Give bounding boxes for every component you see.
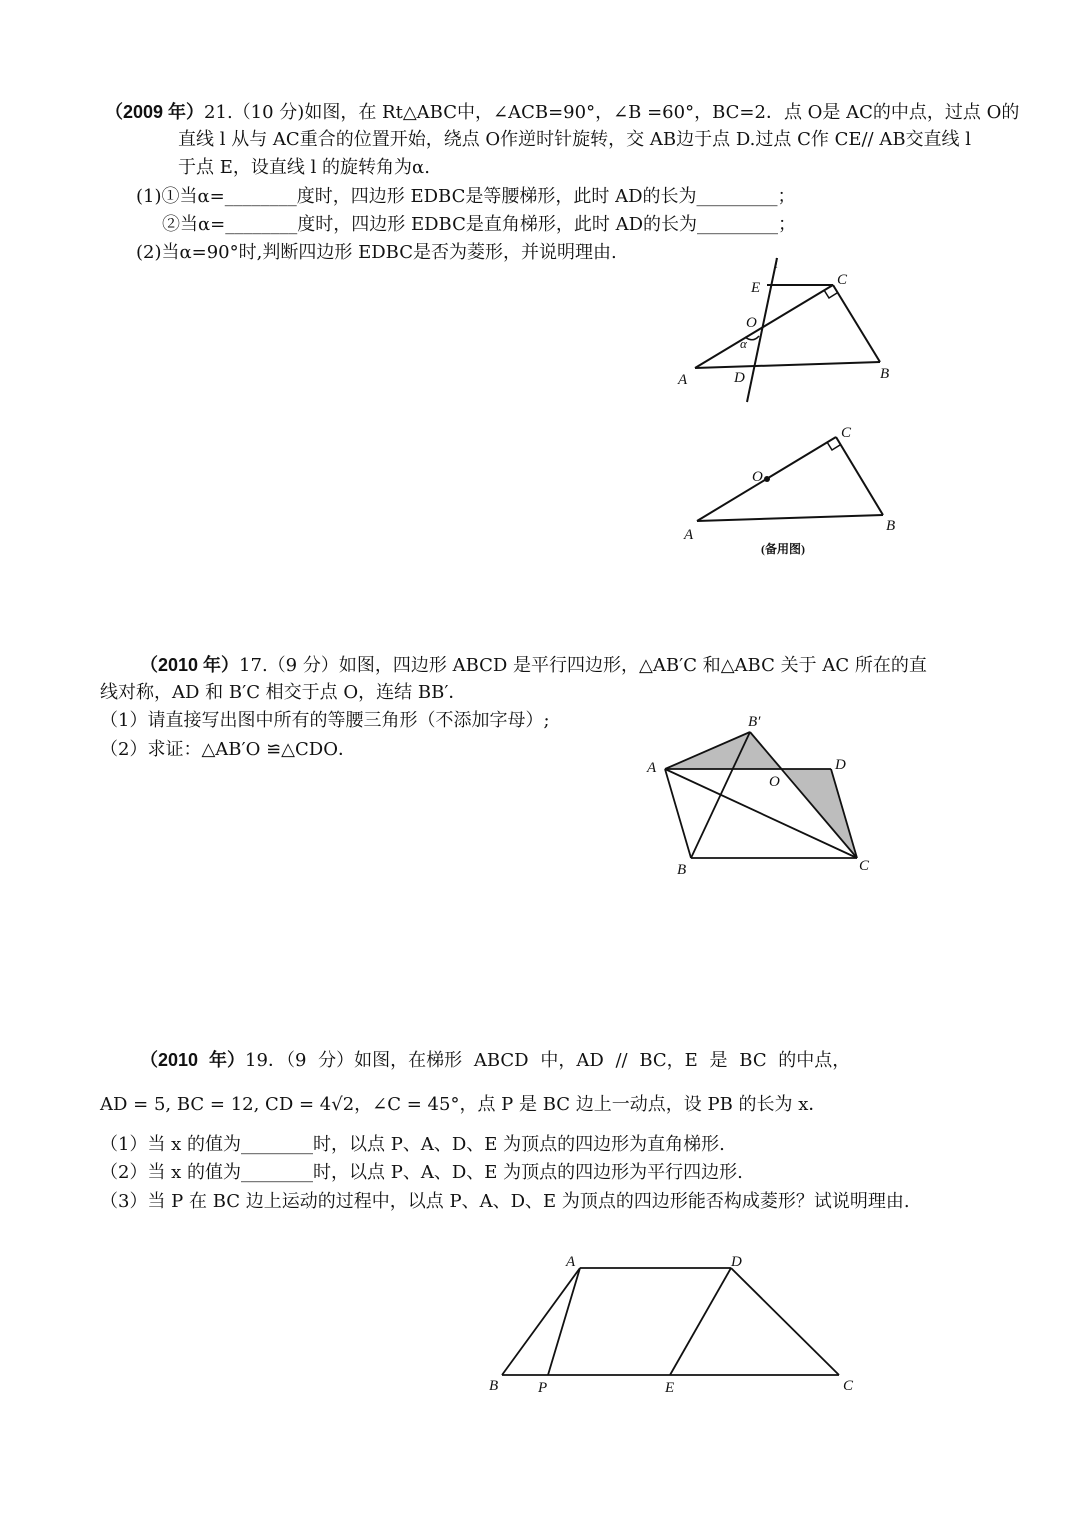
label-O: O xyxy=(746,315,757,331)
problem2-question1: （1）请直接写出图中所有的等腰三角形（不添加字母）; xyxy=(100,710,550,731)
label-D: D xyxy=(731,1254,742,1270)
label-C: C xyxy=(843,1378,854,1394)
problem3-question2: （2）当 x 的值为________时，以点 P、A、D、E 为顶点的四边形为平行四边形. xyxy=(100,1162,743,1183)
label-B: B xyxy=(880,366,890,382)
caption-backup: (备用图) xyxy=(761,542,805,556)
problem3-text1: 19．（9 分）如图，在梯形 ABCD 中，AD // BC，E 是 BC 的中点， xyxy=(245,1050,851,1071)
problem1-question1a: (1)①当α=________度时，四边形 EDBC是等腰梯形，此时 AD的长为_________； xyxy=(136,186,796,207)
label-D: D xyxy=(835,757,846,773)
label-A: A xyxy=(647,760,657,776)
problem2-line2: 线对称，AD 和 B′C 相交于点 O，连结 BB′． xyxy=(100,682,467,703)
segment-DE xyxy=(670,1268,731,1375)
segment-AP xyxy=(548,1268,580,1375)
label-A: A xyxy=(678,372,688,388)
label-A: A xyxy=(566,1254,576,1270)
label-B: B xyxy=(886,518,896,534)
problem2-text1: 17.（9 分）如图，四边形 ABCD 是平行四边形，△AB′C 和△ABC 关于 AC 所在的直 xyxy=(239,655,927,676)
problem1-line2: 直线 l 从与 AC重合的位置开始，绕点 O作逆时针旋转，交 AB边于点 D.过点 C作 CE// AB交直线 l xyxy=(178,129,972,150)
segment-DC xyxy=(731,1268,839,1375)
label-Bp: B′ xyxy=(748,714,761,730)
problem3-line2: AD = 5, BC = 12, CD = 4√2，∠C = 45°，点 P 是 BC 边上一动点，设 PB 的长为 x． xyxy=(100,1094,827,1115)
problem1-text1: 21.（10 分)如图，在 Rt△ABC中，∠ACB=90°，∠B =60°，BC=2．点 O是 AC的中点，过点 O的 xyxy=(204,102,1020,123)
problem1-question2: (2)当α=90°时,判断四边形 EDBC是否为菱形，并说明理由. xyxy=(136,242,617,263)
problem3-question3: （3）当 P 在 BC 边上运动的过程中，以点 P、A、D、E 为顶点的四边形能否构成菱形？试说明理由. xyxy=(100,1191,910,1212)
label-B: B xyxy=(489,1378,499,1394)
segment-AB xyxy=(502,1268,580,1375)
label-C: C xyxy=(841,425,852,441)
label-B: B xyxy=(677,862,687,878)
problem1-line3: 于点 E，设直线 l 的旋转角为α. xyxy=(178,157,430,178)
problem1-question1b: ②当α=________度时，四边形 EDBC是直角梯形，此时 AD的长为_________； xyxy=(162,214,797,235)
label-E: E xyxy=(751,280,761,296)
label-A: A xyxy=(684,527,694,543)
problem2-year: （2010 年） xyxy=(140,655,240,675)
label-E: E xyxy=(665,1380,675,1396)
label-alpha: α xyxy=(740,336,747,351)
label-C: C xyxy=(859,858,870,874)
label-C: C xyxy=(837,272,848,288)
problem3-year: （2010 年） xyxy=(140,1050,246,1070)
label-O: O xyxy=(769,774,780,790)
label-l: l xyxy=(774,256,779,272)
label-P: P xyxy=(538,1380,548,1396)
problem3-question1: （1）当 x 的值为________时，以点 P、A、D、E 为顶点的四边形为直角梯形. xyxy=(100,1134,725,1155)
label-O: O xyxy=(752,469,763,485)
problem1-year: （2009 年） xyxy=(105,102,205,122)
label-D: D xyxy=(734,370,745,386)
problem2-question2: （2）求证：△AB′O ≌△CDO． xyxy=(100,739,356,760)
